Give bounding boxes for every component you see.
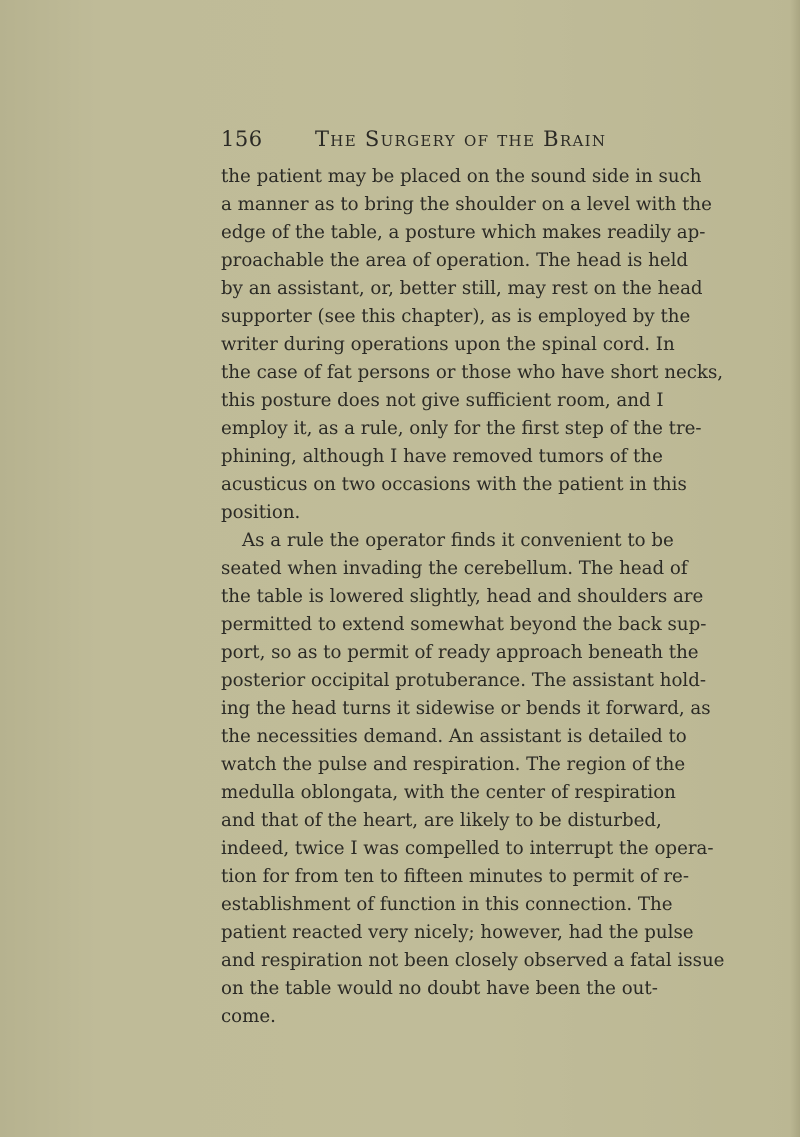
text-line: by an assistant, or, better still, may rest on the head	[221, 278, 703, 299]
text-line: the case of fat persons or those who have short necks,	[221, 362, 724, 383]
text-line: proachable the area of operation. The head is held	[221, 250, 689, 271]
text-line: on the table would no doubt have been the out-	[221, 978, 658, 999]
text-line: patient reacted very nicely; however, had the pulse	[221, 922, 694, 943]
text-line: and that of the heart, are likely to be disturbed,	[221, 810, 662, 831]
page-number: 156	[221, 127, 263, 151]
page-edge	[790, 0, 800, 1137]
text-line: supporter (see this chapter), as is employed by the	[221, 306, 691, 327]
running-head: The Surgery of the Brain	[315, 127, 607, 151]
text-line: position.	[221, 502, 301, 523]
text-line: As a rule the operator finds it convenient to be	[242, 530, 674, 551]
text-line: posterior occipital protuberance. The assistant hold-	[221, 670, 707, 691]
text-line: ing the head turns it sidewise or bends it forward, as	[221, 698, 711, 719]
text-line: medulla oblongata, with the center of respiration	[221, 782, 676, 803]
text-line: permitted to extend somewhat beyond the back sup-	[221, 614, 707, 635]
text-line: establishment of function in this connection. The	[221, 894, 673, 915]
text-line: indeed, twice I was compelled to interrupt the opera-	[221, 838, 714, 859]
text-line: port, so as to permit of ready approach beneath the	[221, 642, 699, 663]
text-line: acusticus on two occasions with the patient in this	[221, 474, 687, 495]
text-line: come.	[221, 1006, 276, 1027]
page-header	[221, 127, 641, 157]
text-line: writer during operations upon the spinal cord. In	[221, 334, 675, 355]
text-line: watch the pulse and respiration. The region of the	[221, 754, 686, 775]
text-line: this posture does not give sufficient room, and I	[221, 390, 664, 411]
body-text	[221, 163, 725, 1031]
text-line: a manner as to bring the shoulder on a level with the	[221, 194, 712, 215]
text-line: and respiration not been closely observed a fatal issue	[221, 950, 725, 971]
text-line: phining, although I have removed tumors of the	[221, 446, 663, 467]
text-line: employ it, as a rule, only for the first step of the tre-	[221, 418, 702, 439]
text-line: the table is lowered slightly, head and shoulders are	[221, 586, 704, 607]
text-line: the patient may be placed on the sound side in such	[221, 166, 702, 187]
text-line: the necessities demand. An assistant is detailed to	[221, 726, 687, 747]
text-line: seated when invading the cerebellum. The head of	[221, 558, 688, 579]
text-line: edge of the table, a posture which makes readily ap-	[221, 222, 706, 243]
text-line: tion for from ten to fifteen minutes to permit of re-	[221, 866, 689, 887]
